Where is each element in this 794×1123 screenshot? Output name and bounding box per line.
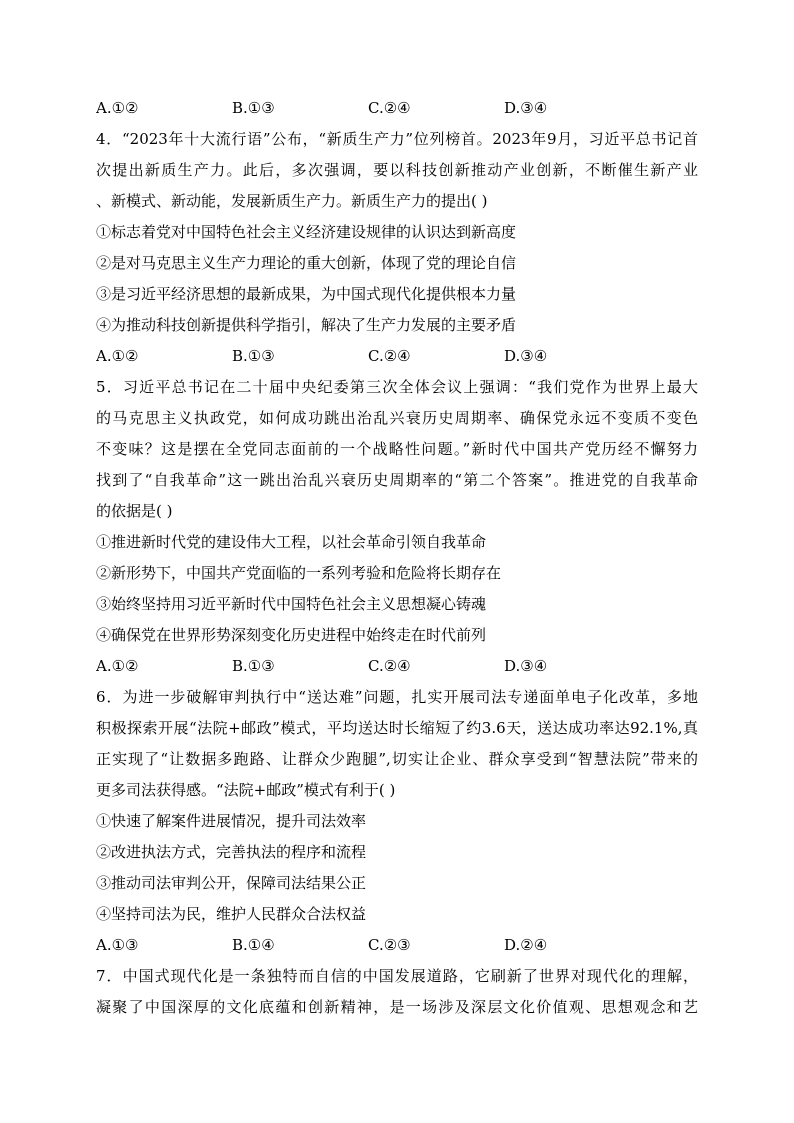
question-5 bbox=[96, 372, 698, 682]
question-7 bbox=[96, 961, 698, 1023]
question-text: 的依据是( ) bbox=[96, 502, 173, 520]
question-text: 找到了“自我革命”这一跳出治乱兴衰历史周期率的“第二个答案”。推进党的自我革命 bbox=[96, 471, 698, 489]
option-c[interactable]: C.②④ bbox=[368, 99, 411, 117]
q3-options bbox=[96, 93, 698, 124]
option-d[interactable]: D.③④ bbox=[504, 347, 548, 365]
option-b[interactable]: B.①③ bbox=[232, 347, 275, 365]
question-text: 6．为进一步破解审判执行中“送达难”问题，扎实开展司法专递面单电子化改革，多地 bbox=[96, 688, 698, 706]
question-text: 5．习近平总书记在二十届中央纪委第三次全体会议上强调：“我们党作为世界上最大 bbox=[96, 378, 698, 396]
statement: ③是习近平经济思想的最新成果，为中国式现代化提供根本力量 bbox=[96, 285, 517, 303]
option-a[interactable]: A.①③ bbox=[96, 936, 139, 954]
option-b[interactable]: B.①③ bbox=[232, 657, 275, 675]
statement: ④为推动科技创新提供科学指引，解决了生产力发展的主要矛盾 bbox=[96, 316, 517, 334]
question-text: 7．中国式现代化是一条独特而自信的中国发展道路，它刷新了世界对现代化的理解， bbox=[96, 967, 698, 985]
q4-options bbox=[96, 341, 698, 372]
question-text: 的马克思主义执政党，如何成功跳出治乱兴衰历史周期率、确保党永远不变质不变色 bbox=[96, 409, 698, 427]
option-c[interactable]: C.②④ bbox=[368, 657, 411, 675]
question-text: 更多司法获得感。“法院+邮政”模式有利于( ) bbox=[96, 781, 396, 799]
statement: ②是对马克思主义生产力理论的重大创新，体现了党的理论自信 bbox=[96, 254, 517, 272]
question-text: 不变味？这是摆在全党同志面前的一个战略性问题。”新时代中国共产党历经不懈努力 bbox=[96, 440, 698, 458]
option-c[interactable]: C.②④ bbox=[368, 347, 411, 365]
statement: ③推动司法审判公开，保障司法结果公正 bbox=[96, 874, 367, 892]
statement: ①标志着党对中国特色社会主义经济建设规律的认识达到新高度 bbox=[96, 223, 517, 241]
option-a[interactable]: A.①② bbox=[96, 657, 139, 675]
question-text: 、新模式、新动能，发展新质生产力。新质生产力的提出( ) bbox=[96, 192, 488, 210]
option-b[interactable]: B.①③ bbox=[232, 99, 275, 117]
question-text: 正实现了“让数据多跑路、让群众少跑腿”,切实让企业、群众享受到“智慧法院”带来的 bbox=[96, 750, 698, 768]
option-a[interactable]: A.①② bbox=[96, 99, 139, 117]
statement: ④坚持司法为民，维护人民群众合法权益 bbox=[96, 905, 367, 923]
option-b[interactable]: B.①④ bbox=[232, 936, 275, 954]
statement: ②改进执法方式，完善执法的程序和流程 bbox=[96, 843, 367, 861]
statement: ③始终坚持用习近平新时代中国特色社会主义思想凝心铸魂 bbox=[96, 595, 487, 613]
option-a[interactable]: A.①② bbox=[96, 347, 139, 365]
statement: ①快速了解案件进展情况，提升司法效率 bbox=[96, 812, 367, 830]
question-6 bbox=[96, 682, 698, 961]
question-text: 4．“2023年十大流行语”公布，“新质生产力”位列榜首。2023年9月，习近平总书记首 bbox=[96, 130, 698, 148]
option-d[interactable]: D.②④ bbox=[504, 936, 548, 954]
statement: ④确保党在世界形势深刻变化历史进程中始终走在时代前列 bbox=[96, 626, 487, 644]
question-text: 凝聚了中国深厚的文化底蕴和创新精神，是一场涉及深层文化价值观、思想观念和艺 bbox=[96, 998, 698, 1016]
option-c[interactable]: C.②③ bbox=[368, 936, 411, 954]
question-text: 次提出新质生产力。此后，多次强调，要以科技创新推动产业创新，不断催生新产业 bbox=[96, 161, 698, 179]
statement: ②新形势下，中国共产党面临的一系列考验和危险将长期存在 bbox=[96, 564, 502, 582]
statement: ①推进新时代党的建设伟大工程，以社会革命引领自我革命 bbox=[96, 533, 487, 551]
question-text: 积极探索开展“法院+邮政”模式，平均送达时长缩短了约3.6天，送达成功率达92.1%,真 bbox=[96, 719, 698, 737]
q6-options bbox=[96, 930, 698, 961]
q5-options bbox=[96, 651, 698, 682]
option-d[interactable]: D.③④ bbox=[504, 657, 548, 675]
exam-page bbox=[96, 93, 698, 1023]
option-d[interactable]: D.③④ bbox=[504, 99, 548, 117]
question-4 bbox=[96, 124, 698, 372]
